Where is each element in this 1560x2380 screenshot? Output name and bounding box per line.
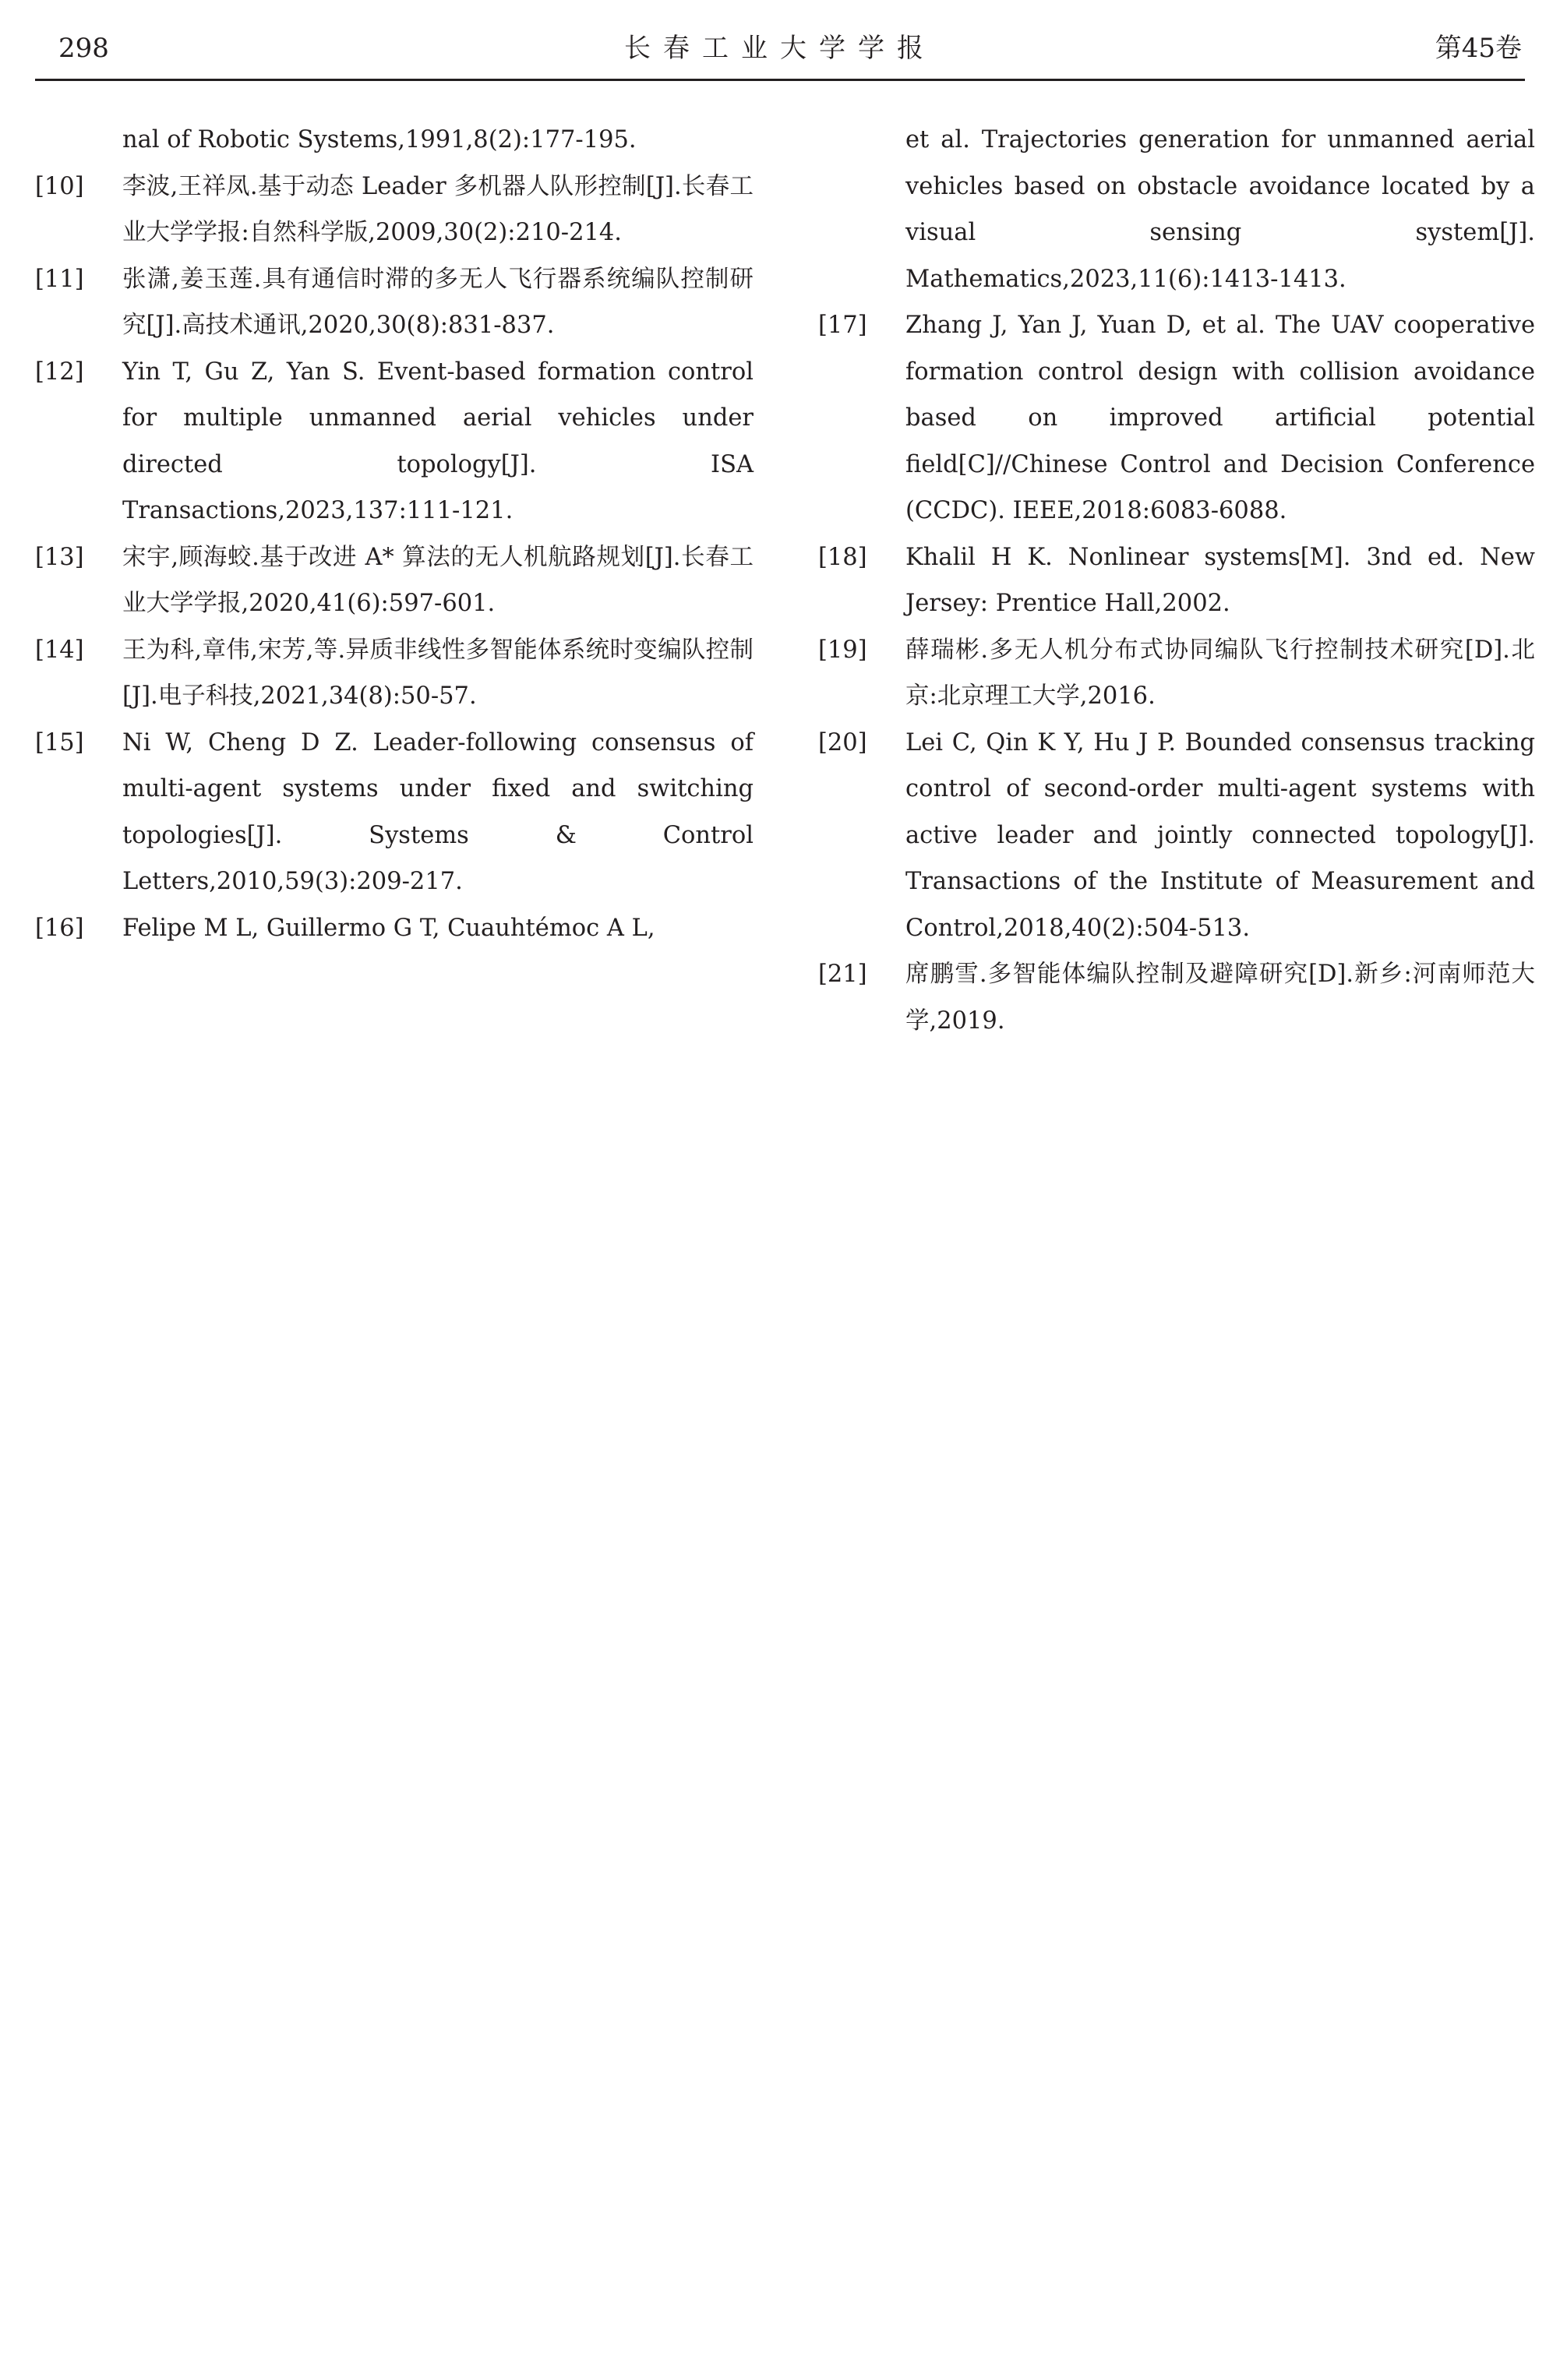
reference-text: Felipe M L, Guillermo G T, Cuauhtémoc A L, [122, 914, 655, 942]
references-right-column [818, 117, 1535, 1044]
references-left-column [35, 117, 754, 951]
reference-item [818, 534, 1535, 627]
volume-label: 第45卷 [1435, 33, 1522, 64]
reference-item [35, 534, 754, 627]
page-header [35, 28, 1525, 75]
reference-text: 王为科,章伟,宋芳,等.异质非线性多智能体系统时变编队控制[J].电子科技,2021,34(8):50-57. [122, 636, 754, 710]
reference-text: 李波,王祥凤.基于动态 Leader 多机器人队形控制[J].长春工业大学学报:自然科学版,2009,30(2):210-214. [122, 172, 754, 246]
reference-number: [20] [818, 728, 867, 756]
reference-text: Yin T, Gu Z, Yan S. Event-based formation control for multiple unmanned aerial vehicles under directed topology[J]. ISA Transactions,2023,137:111-121. [122, 358, 754, 524]
reference-number: [12] [35, 358, 84, 386]
reference-text: 薛瑞彬.多无人机分布式协同编队飞行控制技术研究[D].北京:北京理工大学,2016. [905, 636, 1535, 710]
reference-item [35, 349, 754, 534]
reference-number: [13] [35, 543, 84, 571]
reference-item [818, 720, 1535, 952]
reference-number: [11] [35, 265, 84, 293]
reference-item [818, 951, 1535, 1044]
reference-text: Lei C, Qin K Y, Hu J P. Bounded consensus tracking control of second-order multi-agent systems with active leader and jointly connected topology[J]. Transactions of the Institute of Measurement and Control,2018,40(2):504-513. [905, 728, 1535, 942]
reference-text: Zhang J, Yan J, Yuan D, et al. The UAV cooperative formation control design with collision avoidance based on improved artificial potential field[C]//Chinese Control and Decision Conference (CCDC). IEEE,2018:6083-6088. [905, 312, 1535, 524]
reference-number: [18] [818, 543, 867, 571]
reference-number: [19] [818, 636, 867, 664]
reference-text: 宋宇,顾海蛟.基于改进 A* 算法的无人机航路规划[J].长春工业大学学报,2020,41(6):597-601. [122, 543, 754, 617]
reference-item [35, 256, 754, 349]
reference-number: [10] [35, 172, 84, 200]
reference-text: Khalil H K. Nonlinear systems[M]. 3nd ed. New Jersey: Prentice Hall,2002. [905, 543, 1535, 617]
reference-text: Ni W, Cheng D Z. Leader-following consensus of multi-agent systems under fixed and switching topologies[J]. Systems & Control Letters,2010,59(3):209-217. [122, 728, 754, 895]
reference-text: et al. Trajectories generation for unmanned aerial vehicles based on obstacle avoidance located by a visual sensing system[J]. Mathematics,2023,11(6):1413-1413. [905, 126, 1535, 293]
reference-item [35, 117, 754, 164]
header-rule [35, 79, 1525, 81]
page-number: 298 [58, 33, 109, 64]
reference-text: 张潇,姜玉莲.具有通信时滞的多无人飞行器系统编队控制研究[J].高技术通讯,2020,30(8):831-837. [122, 265, 754, 339]
reference-item [35, 720, 754, 905]
reference-item [818, 627, 1535, 720]
reference-number: [15] [35, 728, 84, 756]
reference-text: 席鹏雪.多智能体编队控制及避障研究[D].新乡:河南师范大学,2019. [905, 961, 1535, 1035]
reference-number: [14] [35, 636, 84, 664]
reference-number: [17] [818, 312, 867, 339]
reference-item [35, 627, 754, 720]
reference-item [35, 905, 754, 952]
reference-item [818, 117, 1535, 302]
reference-number: [21] [818, 961, 867, 988]
reference-number: [16] [35, 914, 84, 942]
reference-item [818, 302, 1535, 534]
reference-text: nal of Robotic Systems,1991,8(2):177-195. [122, 126, 637, 153]
reference-item [35, 164, 754, 256]
journal-title: 长春工业大学学报 [624, 33, 936, 64]
